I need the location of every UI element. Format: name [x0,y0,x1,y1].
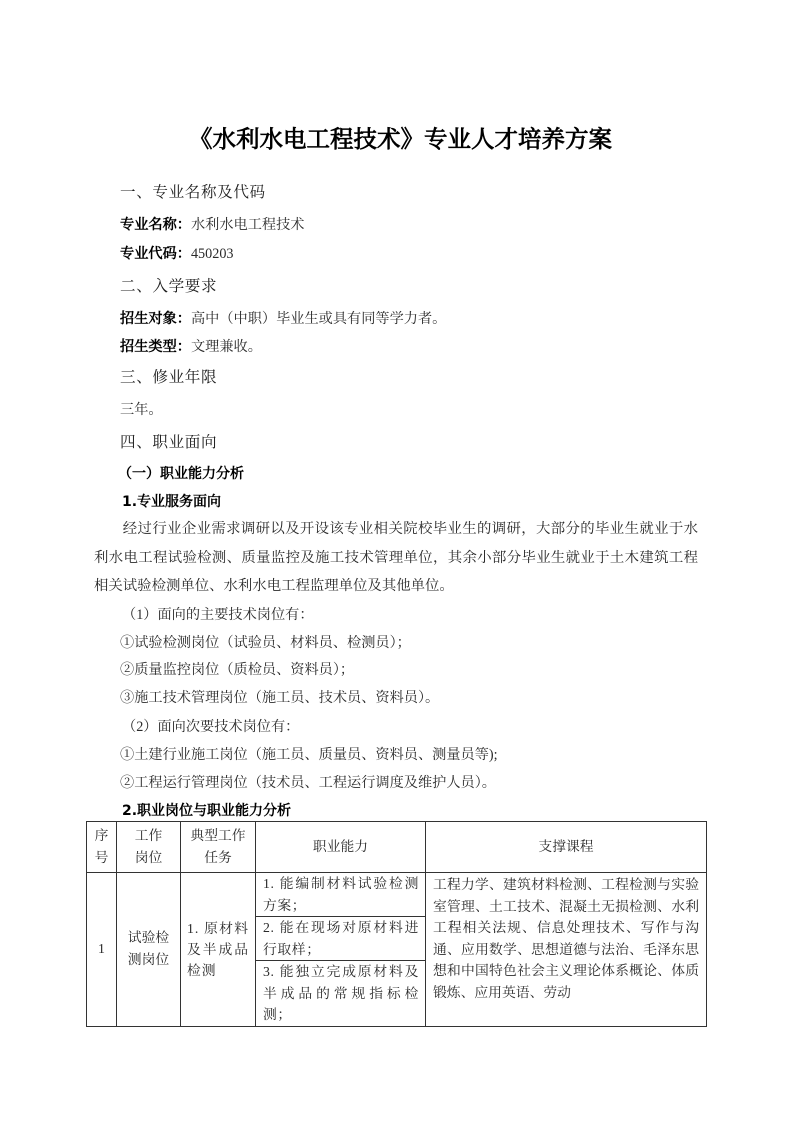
primary-position-item: ①试验检测岗位（试验员、材料员、检测员）； [120,635,411,651]
field-value: 水利水电工程技术 [190,217,305,233]
field-label: 招生对象： [120,311,191,327]
subsection-heading-service-orientation: 1.专业服务面向 [122,494,222,510]
primary-positions-intro: （1）面向的主要技术岗位有： [122,607,314,623]
header-typical-task: 典型工作任务 [181,822,256,873]
header-abilities: 职业能力 [256,822,426,873]
field-label: 专业名称： [120,217,191,233]
header-position: 工作岗位 [117,822,181,873]
cell-position: 试验检测岗位 [117,873,181,1027]
field-enrollment-target [120,309,446,329]
field-value: 高中（中职）毕业生或具有同等学力者。 [190,311,447,327]
cell-courses: 工程力学、建筑材料检测、工程检测与实验室管理、土工技术、混凝土无损检测、水利工程相关法规、信息处理技术、写作与沟通、应用数学、思想道德与法治、毛泽东思想和中国特色社会主义理论体系概论、体质锻炼、应用英语、劳动 [426,873,707,1027]
primary-position-item: ②质量监控岗位（质检员、资料员）； [120,662,355,678]
field-major-code [120,244,234,264]
section-heading-major-code: 一、专业名称及代码 [120,183,266,201]
document-title: 《水利水电工程技术》专业人才培养方案 [189,127,612,153]
subsection-heading-ability-analysis: （一）职业能力分析 [118,466,244,482]
cell-ability: 2. 能在现场对原材料进行取样； [256,917,426,961]
secondary-position-item: ②工程运行管理岗位（技术员、工程运行调度及维护人员）。 [120,775,496,791]
subsection-heading-position-ability: 2.职业岗位与职业能力分析 [122,803,292,819]
cell-index: 1 [87,873,117,1027]
field-value: 450203 [190,246,234,262]
field-enrollment-type [120,337,262,357]
position-ability-table [86,821,707,1027]
field-value: 文理兼收。 [190,339,262,355]
secondary-position-item: ①土建行业施工岗位（施工员、质量员、资料员、测量员等); [120,747,498,763]
header-courses: 支撑课程 [426,822,707,873]
field-label: 专业代码： [120,246,191,262]
duration-text: 三年。 [120,402,163,418]
section-heading-career: 四、职业面向 [120,433,218,451]
header-index: 序号 [87,822,117,873]
table-row [87,873,707,917]
field-label: 招生类型： [120,339,191,355]
section-heading-admission: 二、入学要求 [120,277,218,295]
section-heading-duration: 三、修业年限 [120,368,218,386]
service-orientation-paragraph: 经过行业企业需求调研以及开设该专业相关院校毕业生的调研，大部分的毕业生就业于水利水电工程试验检测、质量监控及施工技术管理单位，其余小部分毕业生就业于土木建筑工程相关试验检测单位、水利水电工程监理单位及其他单位。 [94,521,698,594]
cell-typical-task: 1. 原材料及半成品检测 [181,873,256,1027]
primary-position-item: ③施工技术管理岗位（施工员、技术员、资料员）。 [120,690,440,706]
field-major-name [120,215,304,235]
table-header-row [87,822,707,873]
secondary-positions-intro: （2）面向次要技术岗位有： [122,719,300,735]
cell-ability: 1. 能编制材料试验检测方案； [256,873,426,917]
cell-ability: 3. 能独立完成原材料及半成品的常规指标检测； [256,961,426,1027]
